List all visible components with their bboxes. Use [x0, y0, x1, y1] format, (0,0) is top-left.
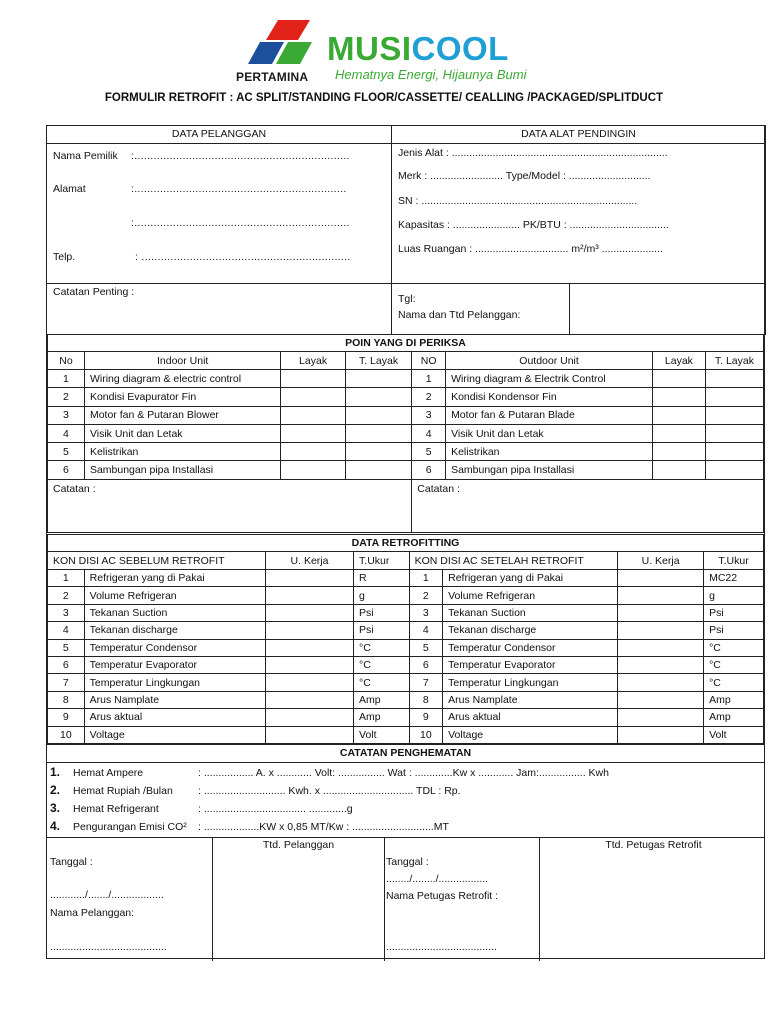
after-item: Arus Namplate	[443, 691, 618, 708]
retrofit-section	[47, 534, 764, 744]
indoor-layak-cell[interactable]	[281, 406, 345, 424]
savings-field[interactable]: : ...................KW x 0,85 MT/Kw : ............................MT	[198, 821, 449, 833]
inspection-row	[48, 461, 764, 479]
alamat2-field[interactable]: :...................................................................	[131, 217, 350, 229]
alamat-label: Alamat	[53, 183, 86, 195]
after-item: Voltage	[443, 726, 618, 743]
before-item: Tekanan Suction	[84, 604, 265, 621]
indoor-tlayak-cell[interactable]	[345, 406, 412, 424]
retrofit-row	[48, 656, 764, 673]
inspection-table	[47, 334, 764, 533]
savings-section	[47, 744, 764, 838]
musicool-logo	[327, 30, 509, 68]
before-unit: Psi	[354, 622, 410, 639]
after-unit: Psi	[704, 622, 764, 639]
before-item: Refrigeran yang di Pakai	[84, 570, 265, 587]
indoor-tlayak-cell[interactable]	[345, 443, 412, 461]
savings-row	[47, 783, 461, 797]
savings-row	[47, 765, 609, 779]
nama-ttd-label: Nama dan Ttd Pelanggan:	[398, 309, 521, 321]
col-ukerja-before: U. Kerja	[266, 552, 354, 570]
row-no: 3	[48, 406, 85, 424]
form-title: FORMULIR RETROFIT : AC SPLIT/STANDING FLOOR/CASSETTE/ CEALLING /PACKAGED/SPLITDUCT	[104, 92, 664, 104]
outdoor-tlayak-cell[interactable]	[705, 461, 763, 479]
after-ukerja-cell[interactable]	[618, 691, 704, 708]
before-item: Voltage	[84, 726, 265, 743]
indoor-item: Motor fan & Putaran Blower	[84, 406, 280, 424]
savings-field[interactable]: : ................. A. x ............ Volt: ................ Wat : .............Kw x ............ Jam:................ Kwh	[198, 767, 609, 779]
outdoor-tlayak-cell[interactable]	[705, 424, 763, 442]
row-no2: 4	[412, 424, 446, 442]
tgl-box[interactable]	[391, 283, 570, 335]
indoor-layak-cell[interactable]	[281, 424, 345, 442]
after-unit: °C	[704, 639, 764, 656]
nama-field[interactable]: :...................................................................	[131, 150, 350, 162]
after-unit: °C	[704, 656, 764, 673]
pertamina-text: PERTAMINA	[236, 70, 309, 84]
outdoor-tlayak-cell[interactable]	[705, 406, 763, 424]
row-no2: 8	[409, 691, 443, 708]
line-left[interactable]: ........................................	[50, 941, 167, 953]
ttd-pelanggan[interactable]: Ttd. Pelanggan	[212, 837, 385, 961]
row-no2: 1	[412, 370, 446, 388]
date-right[interactable]: ......../......../.................	[386, 873, 489, 885]
row-no: 5	[48, 443, 85, 461]
after-ukerja-cell[interactable]	[618, 656, 704, 673]
savings-num: 4.	[50, 819, 61, 833]
row-no: 1	[48, 370, 85, 388]
row-no2: 3	[409, 604, 443, 621]
after-item: Volume Refrigeran	[443, 587, 618, 604]
row-no2: 6	[412, 461, 446, 479]
inspection-row	[48, 443, 764, 461]
indoor-item: Visik Unit dan Letak	[84, 424, 280, 442]
savings-row	[47, 819, 449, 833]
nama-petugas-label: Nama Petugas Retrofit :	[386, 890, 499, 902]
before-item: Volume Refrigeran	[84, 587, 265, 604]
outdoor-layak-cell[interactable]	[653, 406, 706, 424]
device-box	[391, 143, 766, 284]
tgl-label: Tgl:	[398, 293, 416, 305]
row-no2: 1	[409, 570, 443, 587]
before-item: Arus Namplate	[84, 691, 265, 708]
after-ukerja-cell[interactable]	[618, 709, 704, 726]
row-no2: 7	[409, 674, 443, 691]
savings-heading: CATATAN PENGHEMATAN	[47, 745, 764, 763]
row-no: 6	[48, 656, 85, 673]
row-no: 4	[48, 424, 85, 442]
retrofit-row	[48, 639, 764, 656]
retrofit-table	[47, 534, 764, 744]
outdoor-item: Motor fan & Putaran Blade	[446, 406, 653, 424]
retrofit-row	[48, 726, 764, 743]
tagline: Hematnya Energi, Hijaunya Bumi	[335, 67, 527, 82]
customer-heading: DATA PELANGGAN	[46, 125, 392, 144]
savings-label: Hemat Ampere	[73, 767, 144, 779]
outdoor-item: Kelistrikan	[446, 443, 653, 461]
outdoor-item: Visik Unit dan Letak	[446, 424, 653, 442]
nama-pelanggan-label: Nama Pelanggan:	[50, 907, 135, 919]
retrofit-row	[48, 691, 764, 708]
before-item: Temperatur Condensor	[84, 639, 265, 656]
before-unit: Volt	[354, 726, 410, 743]
retrofit-heading: DATA RETROFITTING	[48, 535, 764, 552]
before-unit: g	[354, 587, 410, 604]
before-ukerja-cell[interactable]	[266, 570, 354, 587]
musicool-part1: MUSI	[327, 30, 412, 67]
tanggal-right: Tanggal :	[386, 856, 429, 868]
after-item: Refrigeran yang di Pakai	[443, 570, 618, 587]
after-unit: g	[704, 587, 764, 604]
signature-section	[47, 837, 764, 960]
col-after: KON DISI AC SETELAH RETROFIT	[409, 552, 618, 570]
col-indoor: Indoor Unit	[84, 352, 280, 370]
after-ukerja-cell[interactable]	[618, 726, 704, 743]
merk-field[interactable]: Merk : ......................... Type/Model : ............................	[398, 170, 651, 182]
after-unit: °C	[704, 674, 764, 691]
col-tukur-before: T.Ukur	[354, 552, 410, 570]
indoor-layak-cell[interactable]	[281, 388, 345, 406]
row-no2: 3	[412, 406, 446, 424]
after-item: Tekanan discharge	[443, 622, 618, 639]
telp-label: Telp.	[53, 251, 76, 263]
outdoor-tlayak-cell[interactable]	[705, 370, 763, 388]
after-item: Arus aktual	[443, 709, 618, 726]
nama-label: Nama Pemilik	[53, 150, 118, 162]
jenis-field[interactable]: Jenis Alat : ..........................................................................	[398, 147, 668, 159]
row-no: 8	[48, 691, 85, 708]
row-no: 3	[48, 604, 85, 621]
notes-label: Catatan Penting :	[53, 286, 135, 298]
row-no2: 10	[409, 726, 443, 743]
line-right[interactable]: ......................................	[386, 941, 497, 953]
before-ukerja-cell[interactable]	[266, 622, 354, 639]
indoor-tlayak-cell[interactable]	[345, 461, 412, 479]
inspection-row	[48, 388, 764, 406]
col-tlayak-outdoor: T. Layak	[705, 352, 763, 370]
outdoor-item: Wiring diagram & Electrik Control	[446, 370, 653, 388]
before-item: Temperatur Evaporator	[84, 656, 265, 673]
savings-label: Hemat Refrigerant	[73, 803, 159, 815]
before-unit: °C	[354, 639, 410, 656]
before-ukerja-cell[interactable]	[266, 587, 354, 604]
indoor-tlayak-cell[interactable]	[345, 370, 412, 388]
indoor-item: Sambungan pipa Installasi	[84, 461, 280, 479]
col-tukur-after: T.Ukur	[704, 552, 764, 570]
row-no: 6	[48, 461, 85, 479]
before-item: Arus aktual	[84, 709, 265, 726]
row-no: 5	[48, 639, 85, 656]
after-item: Temperatur Lingkungan	[443, 674, 618, 691]
col-no2: NO	[412, 352, 446, 370]
after-unit: Psi	[704, 604, 764, 621]
retrofit-row	[48, 587, 764, 604]
col-outdoor: Outdoor Unit	[446, 352, 653, 370]
outdoor-layak-cell[interactable]	[653, 424, 706, 442]
notes-box[interactable]	[46, 283, 392, 335]
before-unit: R	[354, 570, 410, 587]
outdoor-item: Sambungan pipa Installasi	[446, 461, 653, 479]
retrofit-row	[48, 570, 764, 587]
alamat-field[interactable]: :..................................................................	[131, 183, 347, 195]
row-no: 7	[48, 674, 85, 691]
device-heading: DATA ALAT PENDINGIN	[391, 125, 766, 144]
before-item: Temperatur Lingkungan	[84, 674, 265, 691]
row-no2: 5	[409, 639, 443, 656]
col-layak-outdoor: Layak	[653, 352, 706, 370]
col-layak-indoor: Layak	[281, 352, 345, 370]
col-tlayak-indoor: T. Layak	[345, 352, 412, 370]
before-ukerja-cell[interactable]	[266, 639, 354, 656]
savings-field[interactable]: : ............................ Kwh. x ............................... TDL : Rp.	[198, 785, 461, 797]
catatan-indoor[interactable]: Catatan :	[48, 479, 412, 532]
row-no: 10	[48, 726, 85, 743]
row-no: 9	[48, 709, 85, 726]
indoor-layak-cell[interactable]	[281, 461, 345, 479]
savings-row	[47, 801, 353, 815]
after-ukerja-cell[interactable]	[618, 587, 704, 604]
date-left[interactable]: ............/......./..................	[50, 889, 164, 901]
indoor-tlayak-cell[interactable]	[345, 388, 412, 406]
after-ukerja-cell[interactable]	[618, 674, 704, 691]
customer-device-section	[47, 126, 764, 335]
retrofit-row	[48, 709, 764, 726]
outdoor-tlayak-cell[interactable]	[705, 388, 763, 406]
savings-field[interactable]: : ................................... .............g	[198, 803, 353, 815]
retrofit-row	[48, 604, 764, 621]
indoor-item: Wiring diagram & electric control	[84, 370, 280, 388]
before-ukerja-cell[interactable]	[266, 691, 354, 708]
savings-num: 3.	[50, 801, 61, 815]
telp-field[interactable]: : .................................................................	[135, 251, 351, 263]
inspection-row	[48, 406, 764, 424]
indoor-layak-cell[interactable]	[281, 370, 345, 388]
outdoor-layak-cell[interactable]	[653, 370, 706, 388]
tanggal-left: Tanggal :	[50, 856, 93, 868]
outdoor-layak-cell[interactable]	[653, 443, 706, 461]
after-item: Temperatur Evaporator	[443, 656, 618, 673]
retrofit-row	[48, 674, 764, 691]
after-unit: Amp	[704, 691, 764, 708]
signature-box[interactable]	[569, 283, 766, 335]
indoor-item: Kelistrikan	[84, 443, 280, 461]
before-ukerja-cell[interactable]	[266, 656, 354, 673]
after-unit: Amp	[704, 709, 764, 726]
outdoor-layak-cell[interactable]	[653, 388, 706, 406]
indoor-layak-cell[interactable]	[281, 443, 345, 461]
before-ukerja-cell[interactable]	[266, 674, 354, 691]
customer-box	[46, 143, 392, 284]
before-unit: Psi	[354, 604, 410, 621]
after-item: Tekanan Suction	[443, 604, 618, 621]
savings-num: 1.	[50, 765, 61, 779]
before-unit: °C	[354, 674, 410, 691]
after-ukerja-cell[interactable]	[618, 622, 704, 639]
inspection-section	[47, 334, 764, 533]
before-unit: Amp	[354, 691, 410, 708]
row-no2: 9	[409, 709, 443, 726]
row-no2: 5	[412, 443, 446, 461]
savings-label: Pengurangan Emisi CO²	[73, 821, 187, 833]
row-no: 2	[48, 388, 85, 406]
row-no2: 2	[412, 388, 446, 406]
inspection-row	[48, 424, 764, 442]
row-no2: 6	[409, 656, 443, 673]
row-no: 4	[48, 622, 85, 639]
before-unit: °C	[354, 656, 410, 673]
indoor-item: Kondisi Evapurator Fin	[84, 388, 280, 406]
musicool-part2: COOL	[411, 30, 509, 67]
indoor-tlayak-cell[interactable]	[345, 424, 412, 442]
col-ukerja-after: U. Kerja	[618, 552, 704, 570]
row-no: 2	[48, 587, 85, 604]
luas-field[interactable]: Luas Ruangan : ................................ m²/m³ .....................	[398, 243, 663, 255]
savings-num: 2.	[50, 783, 61, 797]
outdoor-layak-cell[interactable]	[653, 461, 706, 479]
after-ukerja-cell[interactable]	[618, 639, 704, 656]
retrofit-form	[46, 125, 765, 959]
col-before: KON DISI AC SEBELUM RETROFIT	[48, 552, 266, 570]
ttd-petugas[interactable]: Ttd. Petugas Retrofit	[539, 837, 767, 961]
header	[0, 0, 768, 104]
outdoor-item: Kondisi Kondensor Fin	[446, 388, 653, 406]
after-item: Temperatur Condensor	[443, 639, 618, 656]
col-no: No	[48, 352, 85, 370]
row-no: 1	[48, 570, 85, 587]
row-no2: 4	[409, 622, 443, 639]
catatan-outdoor[interactable]: Catatan :	[412, 479, 764, 532]
inspection-heading: POIN YANG DI PERIKSA	[48, 335, 764, 352]
after-unit: MC22	[704, 570, 764, 587]
after-ukerja-cell[interactable]	[618, 604, 704, 621]
inspection-row	[48, 370, 764, 388]
after-ukerja-cell[interactable]	[618, 570, 704, 587]
retrofit-row	[48, 622, 764, 639]
before-ukerja-cell[interactable]	[266, 604, 354, 621]
row-no2: 2	[409, 587, 443, 604]
before-unit: Amp	[354, 709, 410, 726]
savings-label: Hemat Rupiah /Bulan	[73, 785, 173, 797]
outdoor-tlayak-cell[interactable]	[705, 443, 763, 461]
sn-field[interactable]: SN : ..........................................................................	[398, 195, 638, 207]
before-item: Tekanan discharge	[84, 622, 265, 639]
before-ukerja-cell[interactable]	[266, 726, 354, 743]
kapasitas-field[interactable]: Kapasitas : ....................... PK/BTU : ..................................	[398, 219, 669, 231]
before-ukerja-cell[interactable]	[266, 709, 354, 726]
after-unit: Volt	[704, 726, 764, 743]
